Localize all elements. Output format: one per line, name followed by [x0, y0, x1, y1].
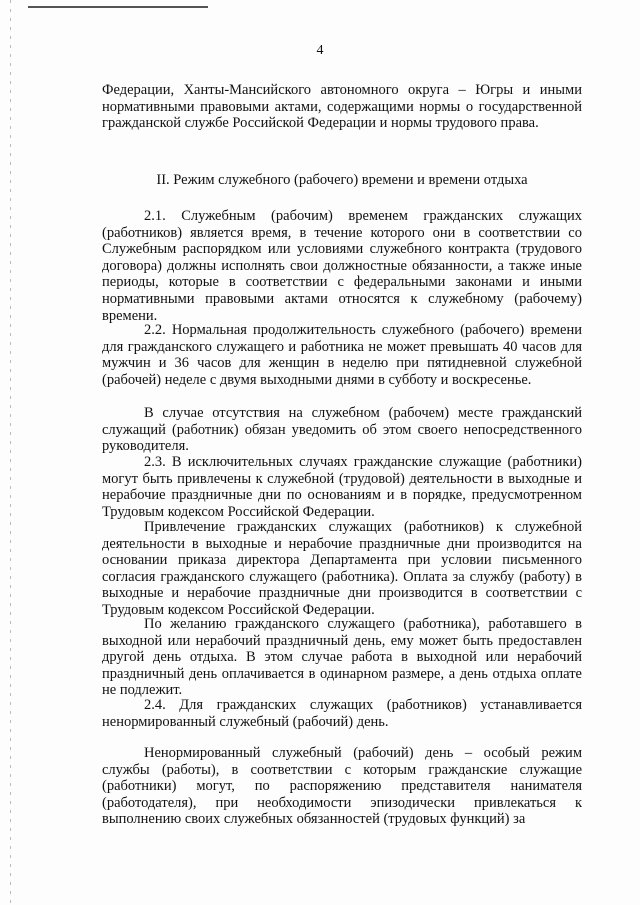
paragraph-day-off: По желанию гражданского служащего (работника), работавшего в выходной или нерабочий праздничный день, ему может быть предоставлен другой день отдыха. В этом случае работа в выходной или нерабочий праздничный день оплачивается в одинарном размере, а день отдыха оплате не подлежит. — [102, 616, 582, 699]
scan-left-edge — [10, 0, 11, 905]
paragraph-2-3: 2.3. В исключительных случаях гражданские служащие (работники) могут быть привлечены к служебной (трудовой) деятельности в выходные и нерабочие праздничные дни по основаниям и в порядке, предусмотренном Трудовым кодексом Российской Федерации. — [102, 454, 582, 520]
paragraph-continuation: Федерации, Ханты-Мансийского автономного округа – Югры и иными нормативными правовыми актами, содержащими нормы о государственной гражданской службе Российской Федерации и нормы трудового права. — [102, 82, 582, 132]
paragraph-irregular-day: Ненормированный служебный (рабочий) день – особый режим службы (работы), в соответствии с которым гражданские служащие (работники) могут, по распоряжению представителя нанимателя (работодателя), при необходимости эпизодически привлекаться к выполнению своих служебных обязанностей (трудовых функций) за — [102, 745, 582, 828]
paragraph-2-1: 2.1. Служебным (рабочим) временем гражданских служащих (работников) является время, в течение которого они в соответствии со Служебным распорядком или условиями служебного контракта (трудового договора) должны исполнять свои должностные обязанности, а также иные периоды, которые в соответствии с федеральными законами и иными нормативными правовыми актами относятся к служебному (рабочему) времени. — [102, 208, 582, 324]
section-heading: II. Режим служебного (рабочего) времени и времени отдыха — [156, 172, 528, 188]
paragraph-2-4: 2.4. Для гражданских служащих (работников) устанавливается ненормированный служебный (рабочий) день. — [102, 697, 582, 730]
paragraph-2-2: 2.2. Нормальная продолжительность служебного (рабочего) времени для гражданского служащего и работника не может превышать 40 часов для мужчин и 36 часов для женщин в неделю при пятидневной служебной (рабочей) неделе с двумя выходными днями в субботу и воскресенье. — [102, 322, 582, 388]
scan-top-rule — [28, 6, 208, 8]
page-number: 4 — [316, 43, 324, 58]
paragraph-absence: В случае отсутствия на служебном (рабочем) месте гражданский служащий (работник) обязан уведомить об этом своего непосредственного руководителя. — [102, 405, 582, 455]
paragraph-involvement: Привлечение гражданских служащих (работников) к служебной деятельности в выходные и нерабочие праздничные дни производится на основании приказа директора Департамента при условии письменного согласия гражданского служащего (работника). Оплата за службу (работу) в выходные и нерабочие праздничные дни производится в соответствии с Трудовым кодексом Российской Федерации. — [102, 519, 582, 618]
